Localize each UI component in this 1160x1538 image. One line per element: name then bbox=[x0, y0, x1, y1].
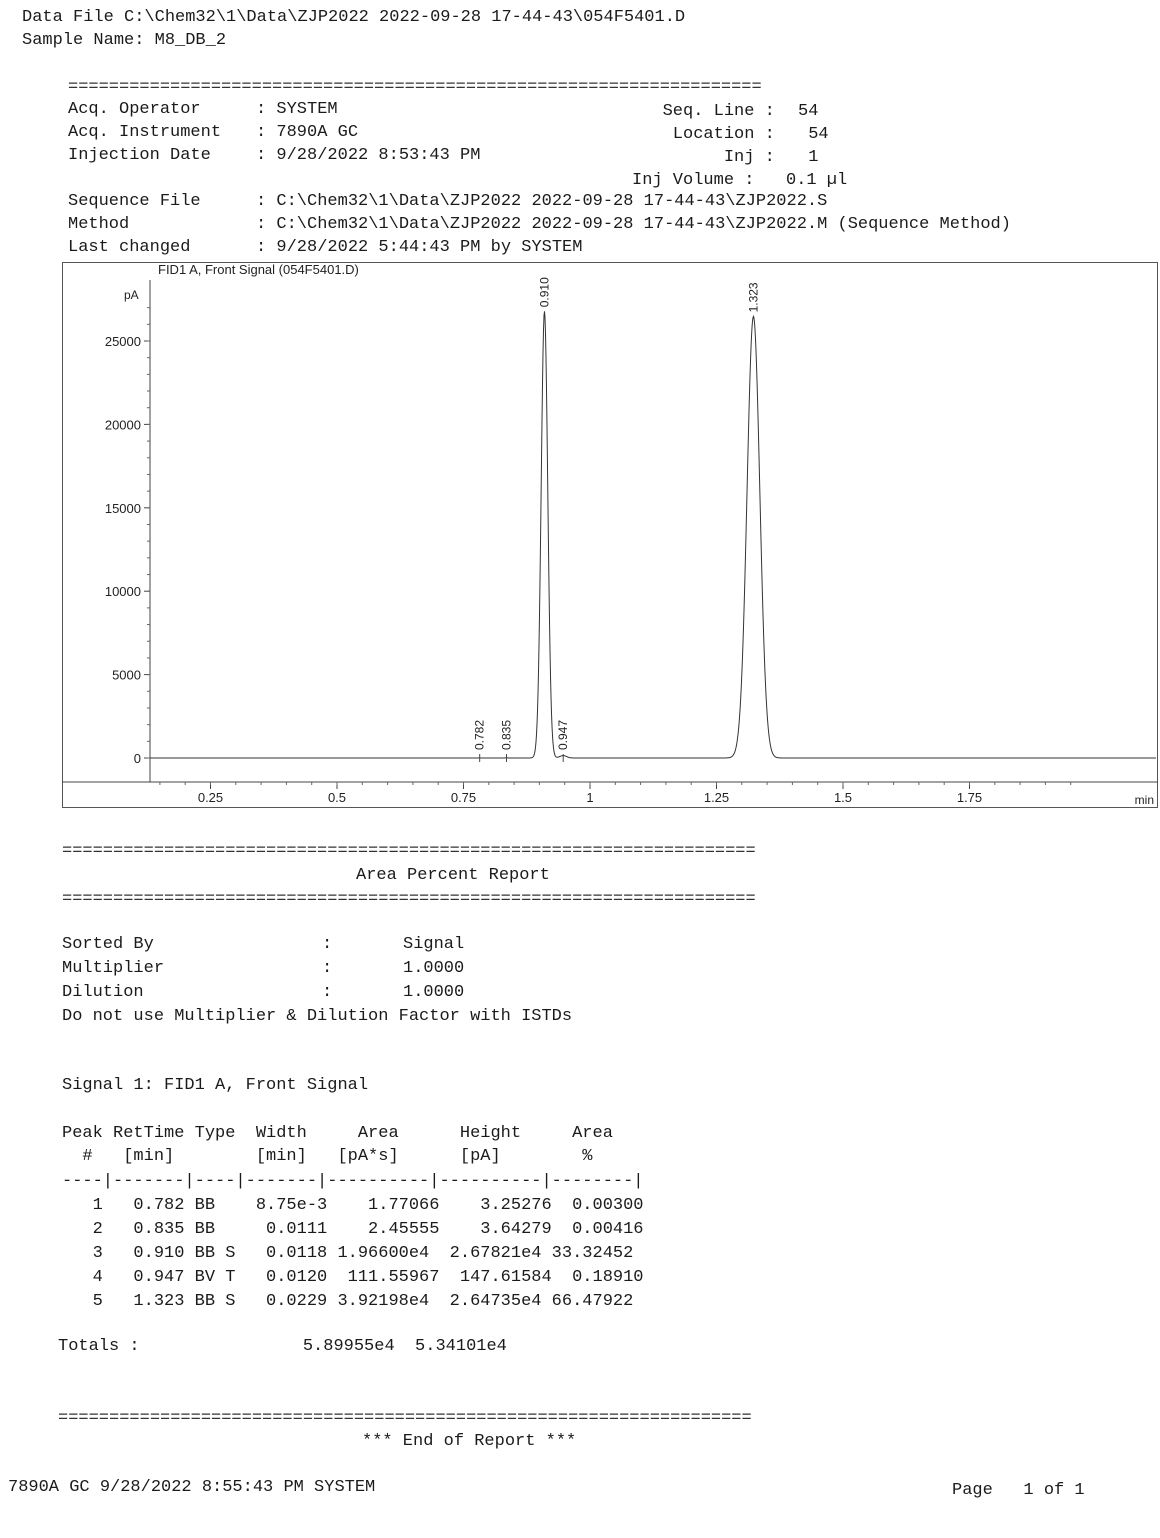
footer-page: Page 1 of 1 bbox=[952, 1481, 1085, 1500]
y-tick-label: 25000 bbox=[104, 334, 141, 349]
separator-end: ==================================================================== bbox=[58, 1413, 752, 1425]
dilution-value: 1.0000 bbox=[403, 983, 465, 1002]
dilution-colon: : bbox=[322, 983, 333, 1002]
sample-name-line: Sample Name: M8_DB_2 bbox=[22, 31, 227, 50]
meta-injection-date-value: : 9/28/2022 8:53:43 PM bbox=[256, 146, 481, 165]
x-axis-label: min bbox=[1134, 793, 1154, 807]
chromatogram-chart bbox=[62, 262, 1158, 810]
totals-line: Totals : 5.89955e4 5.34101e4 bbox=[58, 1337, 507, 1356]
signal-trace bbox=[150, 311, 1156, 758]
table-row: 3 0.910 BB S 0.0118 1.96600e4 2.67821e4 33.32452 bbox=[62, 1244, 634, 1263]
peak-label: 0.910 bbox=[537, 277, 552, 308]
end-of-report: *** End of Report *** bbox=[362, 1432, 577, 1451]
peak-label: 0.782 bbox=[472, 719, 487, 750]
meta-last-changed-value: : 9/28/2022 5:44:43 PM by SYSTEM bbox=[256, 238, 583, 257]
meta-instrument-value: : 7890A GC bbox=[256, 123, 359, 142]
peak-label: 1.323 bbox=[746, 282, 761, 313]
sorted-by-value: Signal bbox=[403, 935, 465, 954]
meta-location-label: Location : bbox=[632, 125, 775, 144]
meta-inj-volume-value: 0.1 µl bbox=[786, 171, 848, 190]
x-tick-label: 1.5 bbox=[833, 790, 853, 805]
meta-seq-line-label: Seq. Line : bbox=[632, 102, 775, 121]
peak-label: 0.835 bbox=[499, 719, 514, 750]
meta-inj-volume-label: Inj Volume : bbox=[632, 171, 755, 190]
istd-note: Do not use Multiplier & Dilution Factor with ISTDs bbox=[62, 1007, 573, 1026]
peak-label: 0.947 bbox=[556, 719, 571, 750]
table-row: 2 0.835 BB 0.0111 2.45555 3.64279 0.00416 bbox=[62, 1220, 644, 1239]
meta-operator-value: : SYSTEM bbox=[256, 100, 338, 119]
y-tick-label: 0 bbox=[133, 751, 141, 766]
y-axis-label: pA bbox=[124, 288, 139, 302]
x-tick-label: 1.25 bbox=[703, 790, 730, 805]
separator-report-top: ==================================================================== bbox=[62, 846, 756, 858]
sorted-by-label: Sorted By bbox=[62, 935, 154, 954]
dilution-label: Dilution bbox=[62, 983, 144, 1002]
peak-table-divider: ----|-------|----|-------|----------|----------|--------| bbox=[62, 1172, 644, 1191]
meta-seq-line-value: 54 bbox=[798, 102, 819, 121]
footer-left: 7890A GC 9/28/2022 8:55:43 PM SYSTEM bbox=[8, 1478, 376, 1497]
table-row: 4 0.947 BV T 0.0120 111.55967 147.61584 0.18910 bbox=[62, 1268, 644, 1287]
multiplier-label: Multiplier bbox=[62, 959, 165, 978]
x-tick-label: 0.75 bbox=[450, 790, 477, 805]
separator-top: ==================================================================== bbox=[68, 82, 762, 94]
meta-sequence-file-value: : C:\Chem32\1\Data\ZJP2022 2022-09-28 17-44-43\ZJP2022.S bbox=[256, 192, 828, 211]
table-row: 1 0.782 BB 8.75e-3 1.77066 3.25276 0.00300 bbox=[62, 1196, 644, 1215]
chart-title: FID1 A, Front Signal (054F5401.D) bbox=[158, 262, 359, 277]
meta-injection-date-label: Injection Date bbox=[68, 146, 222, 165]
meta-location-value: 54 bbox=[798, 125, 829, 144]
meta-sequence-file-label: Sequence File bbox=[68, 192, 222, 211]
x-tick-label: 0.25 bbox=[197, 790, 224, 805]
data-file-line: Data File C:\Chem32\1\Data\ZJP2022 2022-09-28 17-44-43\054F5401.D bbox=[22, 8, 686, 27]
x-tick-label: 0.5 bbox=[327, 790, 347, 805]
y-tick-label: 10000 bbox=[104, 584, 141, 600]
meta-instrument-label: Acq. Instrument bbox=[68, 123, 222, 142]
peak-table-header-1: Peak RetTime Type Width Area Height Area bbox=[62, 1124, 613, 1143]
plot-frame bbox=[63, 263, 1158, 808]
y-tick-label: 5000 bbox=[112, 667, 141, 683]
meta-method-value: : C:\Chem32\1\Data\ZJP2022 2022-09-28 17-44-43\ZJP2022.M (Sequence Method) bbox=[256, 215, 1011, 234]
table-row: 5 1.323 BB S 0.0229 3.92198e4 2.64735e4 66.47922 bbox=[62, 1292, 634, 1311]
signal-title: Signal 1: FID1 A, Front Signal bbox=[62, 1076, 369, 1095]
x-tick-label: 1 bbox=[586, 790, 594, 805]
meta-inj-value: 1 bbox=[798, 148, 819, 167]
peak-table-header-2: # [min] [min] [pA*s] [pA] % bbox=[62, 1147, 593, 1166]
y-tick-label: 20000 bbox=[104, 417, 141, 433]
x-tick-label: 1.75 bbox=[956, 790, 983, 805]
y-tick-label: 15000 bbox=[104, 500, 141, 516]
sorted-by-colon: : bbox=[322, 935, 333, 954]
separator-report-title: ==================================================================== bbox=[62, 894, 756, 906]
multiplier-value: 1.0000 bbox=[403, 959, 465, 978]
meta-last-changed-label: Last changed bbox=[68, 238, 222, 257]
meta-operator-label: Acq. Operator bbox=[68, 100, 222, 119]
meta-inj-label: Inj : bbox=[632, 148, 775, 167]
multiplier-colon: : bbox=[322, 959, 333, 978]
meta-method-label: Method bbox=[68, 215, 222, 234]
report-title: Area Percent Report bbox=[356, 866, 550, 885]
